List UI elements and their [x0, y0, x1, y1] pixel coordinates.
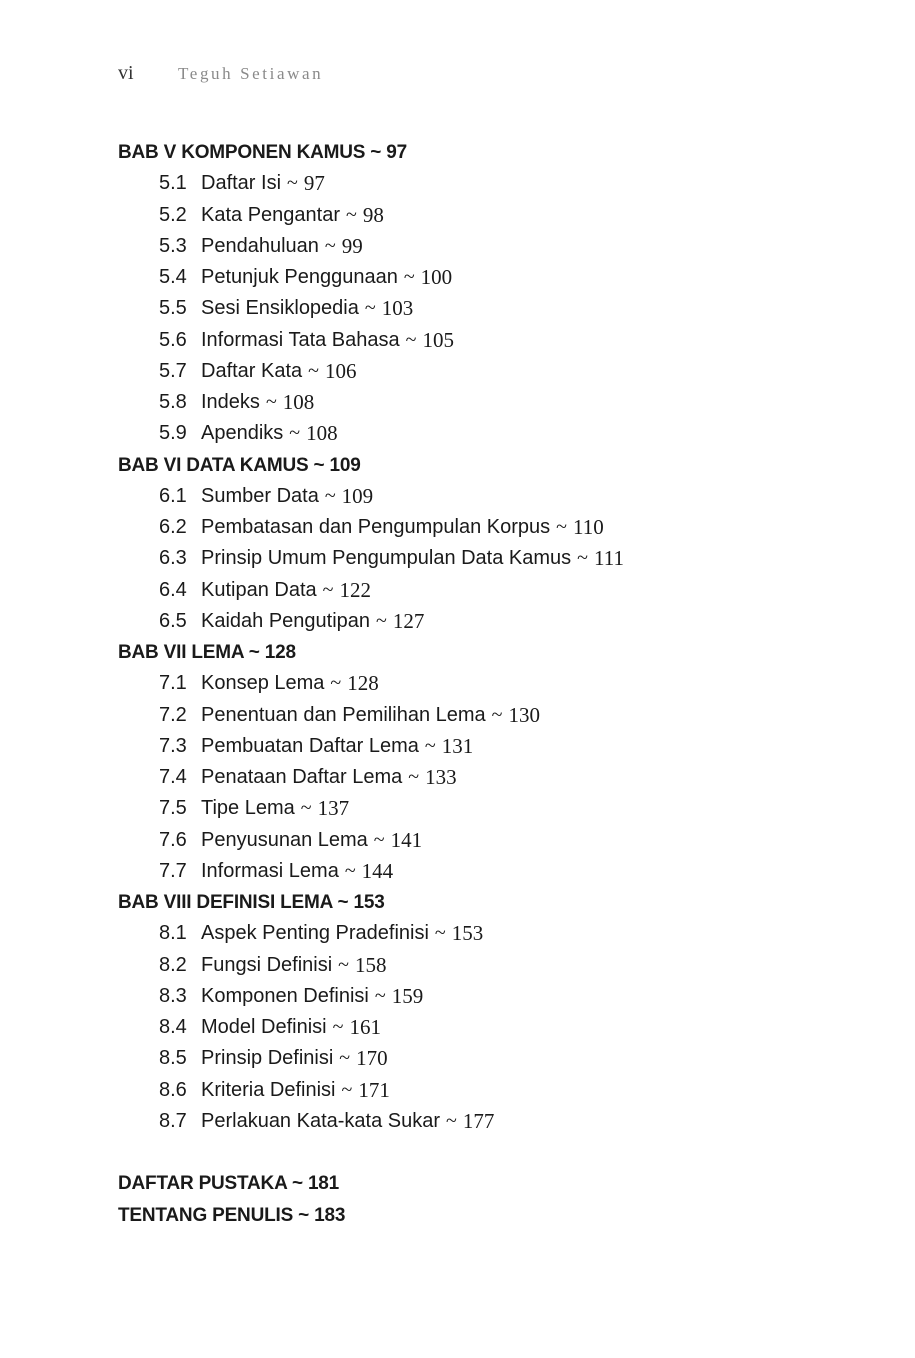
toc-entry[interactable]: [118, 1075, 878, 1106]
toc-entry[interactable]: [118, 356, 878, 387]
toc-entry[interactable]: [118, 1012, 878, 1043]
toc-entry[interactable]: [118, 793, 878, 824]
entry-title: Informasi Tata Bahasa: [201, 328, 400, 351]
toc-entry[interactable]: [118, 668, 878, 699]
entry-page-number: 103: [381, 296, 414, 321]
toc-entry[interactable]: [118, 231, 878, 262]
entry-separator: ~: [324, 234, 336, 257]
entry-title: Sesi Ensiklopedia: [201, 297, 359, 320]
entry-number: 7.7: [159, 859, 187, 882]
entry-separator: ~: [373, 828, 385, 851]
entry-number: 7.6: [159, 828, 187, 851]
entry-title: Model Definisi: [201, 1016, 327, 1038]
entry-page-number: 97: [303, 171, 325, 196]
entry-title: Informasi Lema: [201, 859, 339, 882]
entry-number: 7.2: [159, 703, 187, 726]
entry-separator: ~: [408, 766, 420, 788]
toc-entry[interactable]: [118, 1106, 878, 1137]
entry-number: 8.3: [159, 984, 187, 1007]
entry-page-number: 130: [508, 702, 540, 727]
entry-title: Aspek Penting Pradefinisi: [201, 922, 429, 945]
entry-number: 6.5: [159, 609, 187, 632]
toc-entry[interactable]: [118, 481, 878, 512]
entry-page-number: 128: [347, 671, 379, 696]
entry-number: 5.9: [159, 422, 187, 445]
entry-separator: ~: [308, 359, 319, 382]
entry-title: Pembatasan dan Pengumpulan Korpus: [201, 516, 551, 538]
toc-entry[interactable]: [118, 543, 878, 574]
entry-title: Prinsip Definisi: [201, 1047, 334, 1070]
entry-number: 7.3: [159, 734, 187, 757]
entry-title: Kriteria Definisi: [201, 1078, 336, 1101]
chapter-heading[interactable]: BAB VII LEMA ~ 128: [118, 642, 296, 663]
entry-number: 8.6: [159, 1078, 187, 1101]
entry-number: 5.2: [159, 203, 187, 226]
entry-number: 5.6: [159, 328, 187, 351]
chapter-heading[interactable]: BAB V KOMPONEN KAMUS ~ 97: [118, 142, 408, 163]
entry-title: Konsep Lema: [201, 672, 325, 695]
toc-entry[interactable]: [118, 575, 878, 606]
running-header: [118, 62, 323, 85]
entry-title: Daftar Isi: [201, 172, 282, 195]
toc-entry[interactable]: [118, 950, 878, 981]
entry-separator: ~: [424, 734, 436, 757]
entry-number: 8.2: [159, 953, 187, 976]
entry-title: Kutipan Data: [201, 578, 317, 601]
page-number: vi: [118, 62, 134, 84]
entry-number: 5.4: [159, 266, 187, 288]
entry-title: Daftar Kata: [201, 359, 303, 382]
entry-separator: ~: [491, 703, 503, 726]
entry-page-number: 144: [361, 858, 394, 883]
entry-number: 6.2: [159, 516, 187, 538]
entry-title: Fungsi Definisi: [201, 953, 333, 976]
toc-entry[interactable]: [118, 606, 878, 637]
entry-title: Indeks: [201, 391, 260, 413]
entry-number: 8.4: [159, 1016, 187, 1038]
toc-entry[interactable]: [118, 856, 878, 887]
entry-title: Komponen Definisi: [201, 984, 369, 1007]
toc-entry[interactable]: [118, 731, 878, 762]
entry-separator: ~: [341, 1078, 353, 1101]
entry-title: Sumber Data: [201, 484, 319, 507]
entry-number: 6.1: [159, 484, 187, 507]
entry-page-number: 98: [362, 202, 384, 227]
entry-separator: ~: [405, 328, 417, 351]
entry-number: 5.8: [159, 391, 187, 413]
entry-separator: ~: [300, 797, 312, 820]
entry-page-number: 158: [355, 952, 387, 977]
entry-separator: ~: [556, 516, 567, 538]
entry-page-number: 109: [341, 483, 374, 508]
entry-page-number: 133: [425, 765, 457, 789]
entry-title: Penyusunan Lema: [201, 828, 368, 851]
toc-entry[interactable]: [118, 1043, 878, 1074]
entry-number: 6.4: [159, 578, 187, 601]
entry-title: Apendiks: [201, 422, 284, 445]
entry-title: Perlakuan Kata-kata Sukar: [201, 1109, 441, 1132]
toc-entry[interactable]: [118, 981, 878, 1012]
entry-page-number: 131: [441, 733, 474, 758]
entry-separator: ~: [289, 422, 301, 445]
entry-number: 8.5: [159, 1047, 187, 1070]
entry-page-number: 108: [306, 421, 338, 446]
back-matter-heading[interactable]: TENTANG PENULIS ~ 183: [118, 1204, 346, 1226]
toc-entry[interactable]: [118, 387, 878, 418]
entry-separator: ~: [577, 547, 588, 570]
entry-number: 6.3: [159, 547, 187, 570]
chapter-heading[interactable]: BAB VI DATA KAMUS ~ 109: [118, 454, 361, 476]
entry-page-number: 170: [356, 1046, 388, 1071]
entry-page-number: 141: [390, 827, 423, 852]
entry-separator: ~: [338, 953, 349, 976]
entry-title: Prinsip Umum Pengumpulan Data Kamus: [201, 547, 572, 570]
entry-page-number: 105: [422, 327, 454, 352]
entry-title: Penataan Daftar Lema: [201, 766, 403, 788]
entry-number: 5.7: [159, 359, 187, 382]
book-author: Teguh Setiawan: [178, 64, 324, 83]
entry-number: 7.5: [159, 797, 187, 820]
entry-number: 7.4: [159, 766, 187, 788]
toc-entry[interactable]: [118, 418, 878, 449]
entry-number: 5.3: [159, 234, 187, 257]
entry-number: 7.1: [159, 672, 187, 695]
entry-separator: ~: [346, 203, 357, 226]
entry-page-number: 161: [349, 1015, 381, 1039]
entry-separator: ~: [330, 672, 342, 695]
entry-number: 8.1: [159, 922, 187, 945]
entry-separator: ~: [374, 984, 386, 1007]
entry-title: Penentuan dan Pemilihan Lema: [201, 703, 486, 726]
toc-entry[interactable]: [118, 262, 878, 293]
entry-separator: ~: [434, 922, 446, 945]
entry-page-number: 177: [462, 1108, 495, 1133]
toc-entry[interactable]: [118, 293, 878, 324]
entry-number: 5.1: [159, 172, 187, 195]
entry-title: Tipe Lema: [201, 797, 295, 820]
toc-entry[interactable]: [118, 200, 878, 231]
entry-separator: ~: [376, 609, 387, 632]
entry-page-number: 106: [325, 358, 357, 383]
entry-page-number: 111: [594, 546, 624, 571]
back-matter-heading[interactable]: DAFTAR PUSTAKA ~ 181: [118, 1173, 340, 1195]
entry-page-number: 153: [451, 921, 484, 946]
entry-page-number: 122: [339, 577, 371, 602]
entry-separator: ~: [265, 391, 277, 413]
entry-separator: ~: [364, 297, 376, 320]
chapter-heading[interactable]: BAB VIII DEFINISI LEMA ~ 153: [118, 892, 385, 913]
entry-page-number: 137: [317, 796, 350, 821]
entry-number: 8.7: [159, 1109, 187, 1132]
entry-page-number: 108: [282, 390, 315, 414]
entry-title: Kaidah Pengutipan: [201, 609, 371, 632]
entry-title: Pembuatan Daftar Lema: [201, 734, 419, 757]
entry-number: 5.5: [159, 297, 187, 320]
entry-page-number: 159: [391, 983, 424, 1008]
entry-title: Pendahuluan: [201, 234, 319, 257]
entry-page-number: 99: [341, 233, 363, 258]
entry-page-number: 127: [392, 608, 425, 633]
entry-page-number: 100: [420, 265, 453, 289]
entry-separator: ~: [446, 1109, 457, 1132]
toc-entry[interactable]: [118, 168, 878, 199]
toc-entry[interactable]: [118, 512, 878, 543]
entry-separator: ~: [322, 578, 334, 601]
entry-title: Kata Pengantar: [201, 203, 340, 226]
entry-page-number: 110: [572, 515, 604, 539]
table-of-contents: [118, 137, 878, 1231]
toc-entry[interactable]: [118, 825, 878, 856]
toc-entry[interactable]: [118, 700, 878, 731]
toc-entry[interactable]: [118, 918, 878, 949]
entry-separator: ~: [403, 266, 415, 288]
entry-title: Petunjuk Penggunaan: [201, 266, 398, 288]
entry-separator: ~: [332, 1016, 344, 1038]
entry-page-number: 171: [358, 1077, 390, 1102]
entry-separator: ~: [287, 172, 298, 195]
entry-separator: ~: [324, 484, 336, 507]
toc-entry[interactable]: [118, 325, 878, 356]
toc-entry[interactable]: [118, 762, 878, 793]
entry-separator: ~: [339, 1047, 351, 1070]
entry-separator: ~: [344, 859, 356, 882]
